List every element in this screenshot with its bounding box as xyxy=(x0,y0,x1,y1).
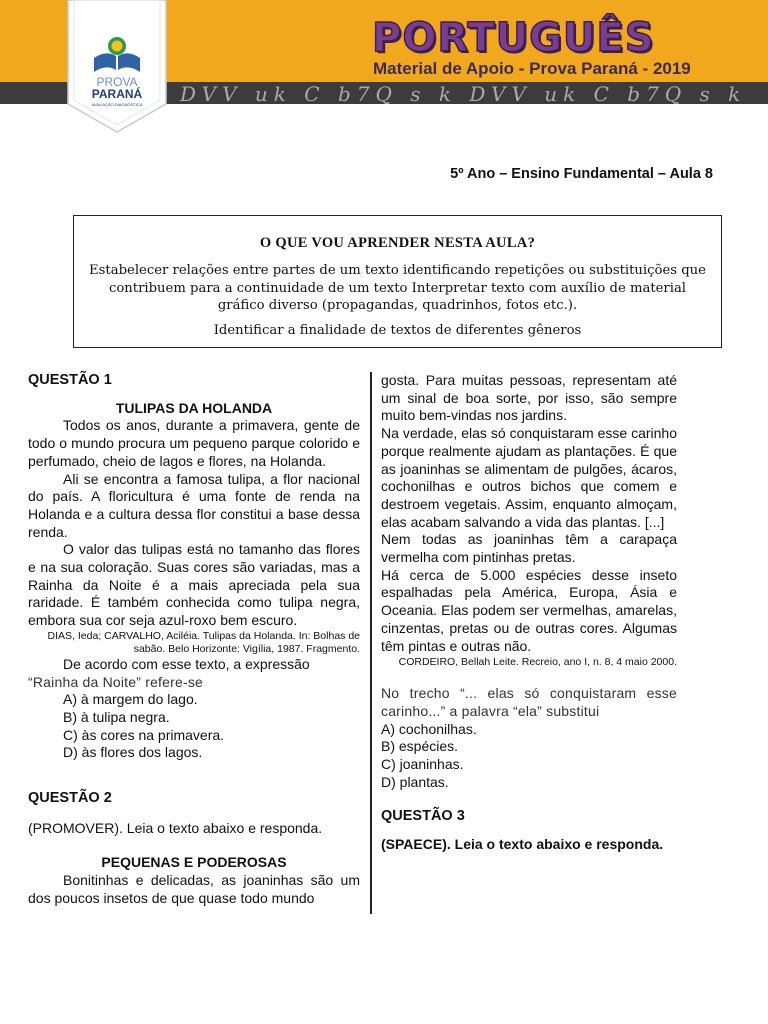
q1-paragraph: O valor das tulipas está no tamanho das flores e na sua coloração. Suas cores são variadas, mas a Rainha da Noite é a mais apreciada pela sua raridade. É também conhecida como tulipa negra, embora sua cor seja azul-roxo bem escuro. xyxy=(28,541,360,629)
question-2-label: QUESTÃO 2 xyxy=(28,790,112,807)
q1-prompt: De acordo com esse texto, a expressão xyxy=(63,655,310,672)
objectives-title: O QUE VOU APRENDER NESTA AULA? xyxy=(259,235,536,251)
q2-option-d[interactable]: D) plantas. xyxy=(381,773,449,790)
q2-option-b[interactable]: B) espécies. xyxy=(381,738,459,755)
objectives-box xyxy=(73,215,722,348)
q1-paragraph: Ali se encontra a famosa tulipa, a flor nacional do país. A floricultura é uma fonte de renda na Holanda e a cultura dessa flor constitui a base dessa renda. xyxy=(28,470,360,540)
prova-parana-logo xyxy=(66,0,168,134)
grade-line: 5º Ano – Ensino Fundamental – Aula 8 xyxy=(450,166,713,182)
logo-line3: AVALIAÇÃO DIAGNÓSTICA xyxy=(91,102,143,107)
q2-paragraph: Nem todas as joaninhas têm a carapaça vermelha com pintinhas pretas. xyxy=(381,531,677,566)
q2-paragraph: Há cerca de 5.000 espécies desse inseto espalhadas pela América, Europa, Ásia e Oceania. Elas podem ser vermelhas, amarelas, cinzentas, pretas ou de outras cores. Algumas têm pintas e outras não. xyxy=(381,566,677,654)
q2-text-title: PEQUENAS E PODEROSAS xyxy=(101,854,287,871)
question-1-label: QUESTÃO 1 xyxy=(28,372,112,388)
subject-subtitle: Material de Apoio - Prova Paraná - 2019 xyxy=(373,59,691,78)
logo-line1: PROVA xyxy=(96,75,138,89)
q1-option-b[interactable]: B) à tulipa negra. xyxy=(63,708,170,725)
q1-option-d[interactable]: D) às flores dos lagos. xyxy=(63,744,203,761)
q2-option-a[interactable]: A) cochonilhas. xyxy=(381,720,477,737)
column-divider xyxy=(370,372,372,914)
q2-option-c[interactable]: C) joaninhas. xyxy=(381,756,464,773)
q1-citation: DIAS, Ieda; CARVALHO, Aciléia. Tulipas da Holanda. In: Bolhas de sabão. Belo Horizonte: Vigília, 1987. Fragmento. xyxy=(47,629,360,655)
subject-title: PORTUGUÊS xyxy=(372,15,655,61)
q2-instruction: (PROMOVER). Leia o texto abaixo e responda. xyxy=(28,819,323,836)
q1-paragraph: Todos os anos, durante a primavera, gente de todo o mundo procura um pequeno parque colorido e perfumado, cheio de lagos e flores, na Holanda. xyxy=(28,417,360,469)
logo-line2: PARANÁ xyxy=(91,87,143,101)
q2-paragraph-start: Bonitinhas e delicadas, as joaninhas são um dos poucos insetos de que quase todo mundo xyxy=(28,872,360,906)
q2-prompt: No trecho “... elas só conquistaram esse carinho...” a palavra “ela” substitui xyxy=(381,685,677,719)
q1-text-title: TULIPAS DA HOLANDA xyxy=(115,399,273,416)
q1-option-a[interactable]: A) à margem do lago. xyxy=(63,691,198,708)
chalk-decoration: DVV uk C b7Q s k DVV uk C b7Q s k xyxy=(180,82,747,104)
question-3-label: QUESTÃO 3 xyxy=(381,808,465,825)
objectives-text-2: Identificar a finalidade de textos de diferentes gêneros xyxy=(213,322,582,338)
q3-instruction: (SPAECE). Leia o texto abaixo e responda. xyxy=(381,836,664,853)
q2-citation: CORDEIRO, Bellah Leite. Recreio, ano I, n. 8, 4 maio 2000. xyxy=(398,656,677,669)
right-column xyxy=(381,372,677,854)
q2-paragraph: gosta. Para muitas pessoas, representam até um sinal de boa sorte, por isso, são sempre muito bem-vindas nos jardins. xyxy=(381,372,677,424)
q1-option-c[interactable]: C) às cores na primavera. xyxy=(63,726,225,743)
q1-prompt-cont: “Rainha da Noite” refere-se xyxy=(28,673,204,690)
objectives-text: Estabelecer relações entre partes de um texto identificando repetições ou substituições que contribuem para a continuidade de um texto Interpretar texto com auxílio de material gráfico diverso (propagandas, quadrinhos, fotos etc.). xyxy=(89,263,706,313)
left-column xyxy=(28,372,360,908)
q2-paragraph: Na verdade, elas só conquistaram esse carinho porque realmente ajudam as plantações. É que as joaninhas se alimentam de pulgões, ácaros, cochonilhas e outros bichos que comem e destroem vegetais. Assim, enquanto almoçam, elas acabam salvando a vida das plantas. [...] xyxy=(381,425,677,530)
